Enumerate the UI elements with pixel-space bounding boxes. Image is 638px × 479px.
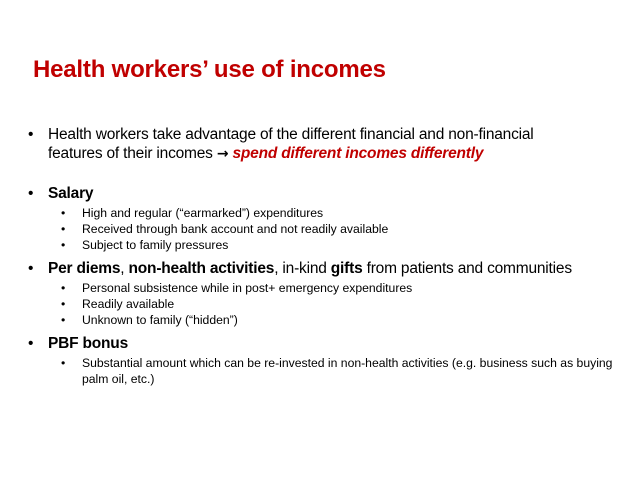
per-diems-item-text: Readily available xyxy=(82,297,175,311)
pbf-item-text: Substantial amount which can be re-invested in non-health activities (e.g. business such as buying palm oil, etc.) xyxy=(82,356,613,386)
salary-item-text: Subject to family pressures xyxy=(82,238,229,252)
intro-text: Health workers take advantage of the different financial and non-financial features of their incomes xyxy=(48,126,534,162)
salary-item-text: Received through bank account and not readily available xyxy=(82,222,389,236)
slide-title: Health workers’ use of incomes xyxy=(33,56,386,83)
bullet-marker: • xyxy=(28,260,34,277)
gifts-heading: gifts xyxy=(330,260,363,277)
per-diems-item-text: Unknown to family (“hidden”) xyxy=(82,313,238,327)
bullet-marker: • xyxy=(61,297,66,311)
separator-text: , in-kind xyxy=(274,260,331,277)
salary-item xyxy=(48,237,626,253)
bullet-marker: • xyxy=(28,185,34,202)
bullet-marker: • xyxy=(28,335,34,352)
bullet-marker: • xyxy=(61,281,66,295)
pbf-bullet xyxy=(26,334,626,353)
intro-bullet xyxy=(26,125,588,164)
pbf-item xyxy=(48,355,622,387)
intro-emphasis: spend different incomes differently xyxy=(232,145,484,162)
bullet-marker: • xyxy=(61,206,66,220)
per-diems-item xyxy=(48,280,626,296)
arrow-right-icon: → xyxy=(216,146,229,162)
bullet-marker: • xyxy=(61,238,66,252)
bullet-marker: • xyxy=(61,356,66,370)
per-diems-tail: from patients and communities xyxy=(362,260,572,277)
per-diems-item-text: Personal subsistence while in post+ emergency expenditures xyxy=(82,281,413,295)
per-diems-item xyxy=(48,312,626,328)
slide-body xyxy=(26,125,626,387)
separator-text: , xyxy=(120,260,129,277)
per-diems-bullet xyxy=(26,259,603,278)
bullet-marker: • xyxy=(28,126,34,143)
salary-item xyxy=(48,221,626,237)
bullet-marker: • xyxy=(61,222,66,236)
per-diems-item xyxy=(48,296,626,312)
salary-heading: Salary xyxy=(48,185,94,202)
salary-item xyxy=(48,205,626,221)
per-diems-heading: Per diems xyxy=(48,260,121,277)
salary-item-text: High and regular (“earmarked”) expenditures xyxy=(82,206,324,220)
bullet-marker: • xyxy=(61,313,66,327)
salary-bullet xyxy=(26,184,626,203)
non-health-activities-heading: non-health activities xyxy=(128,260,275,277)
pbf-heading: PBF bonus xyxy=(48,335,128,352)
